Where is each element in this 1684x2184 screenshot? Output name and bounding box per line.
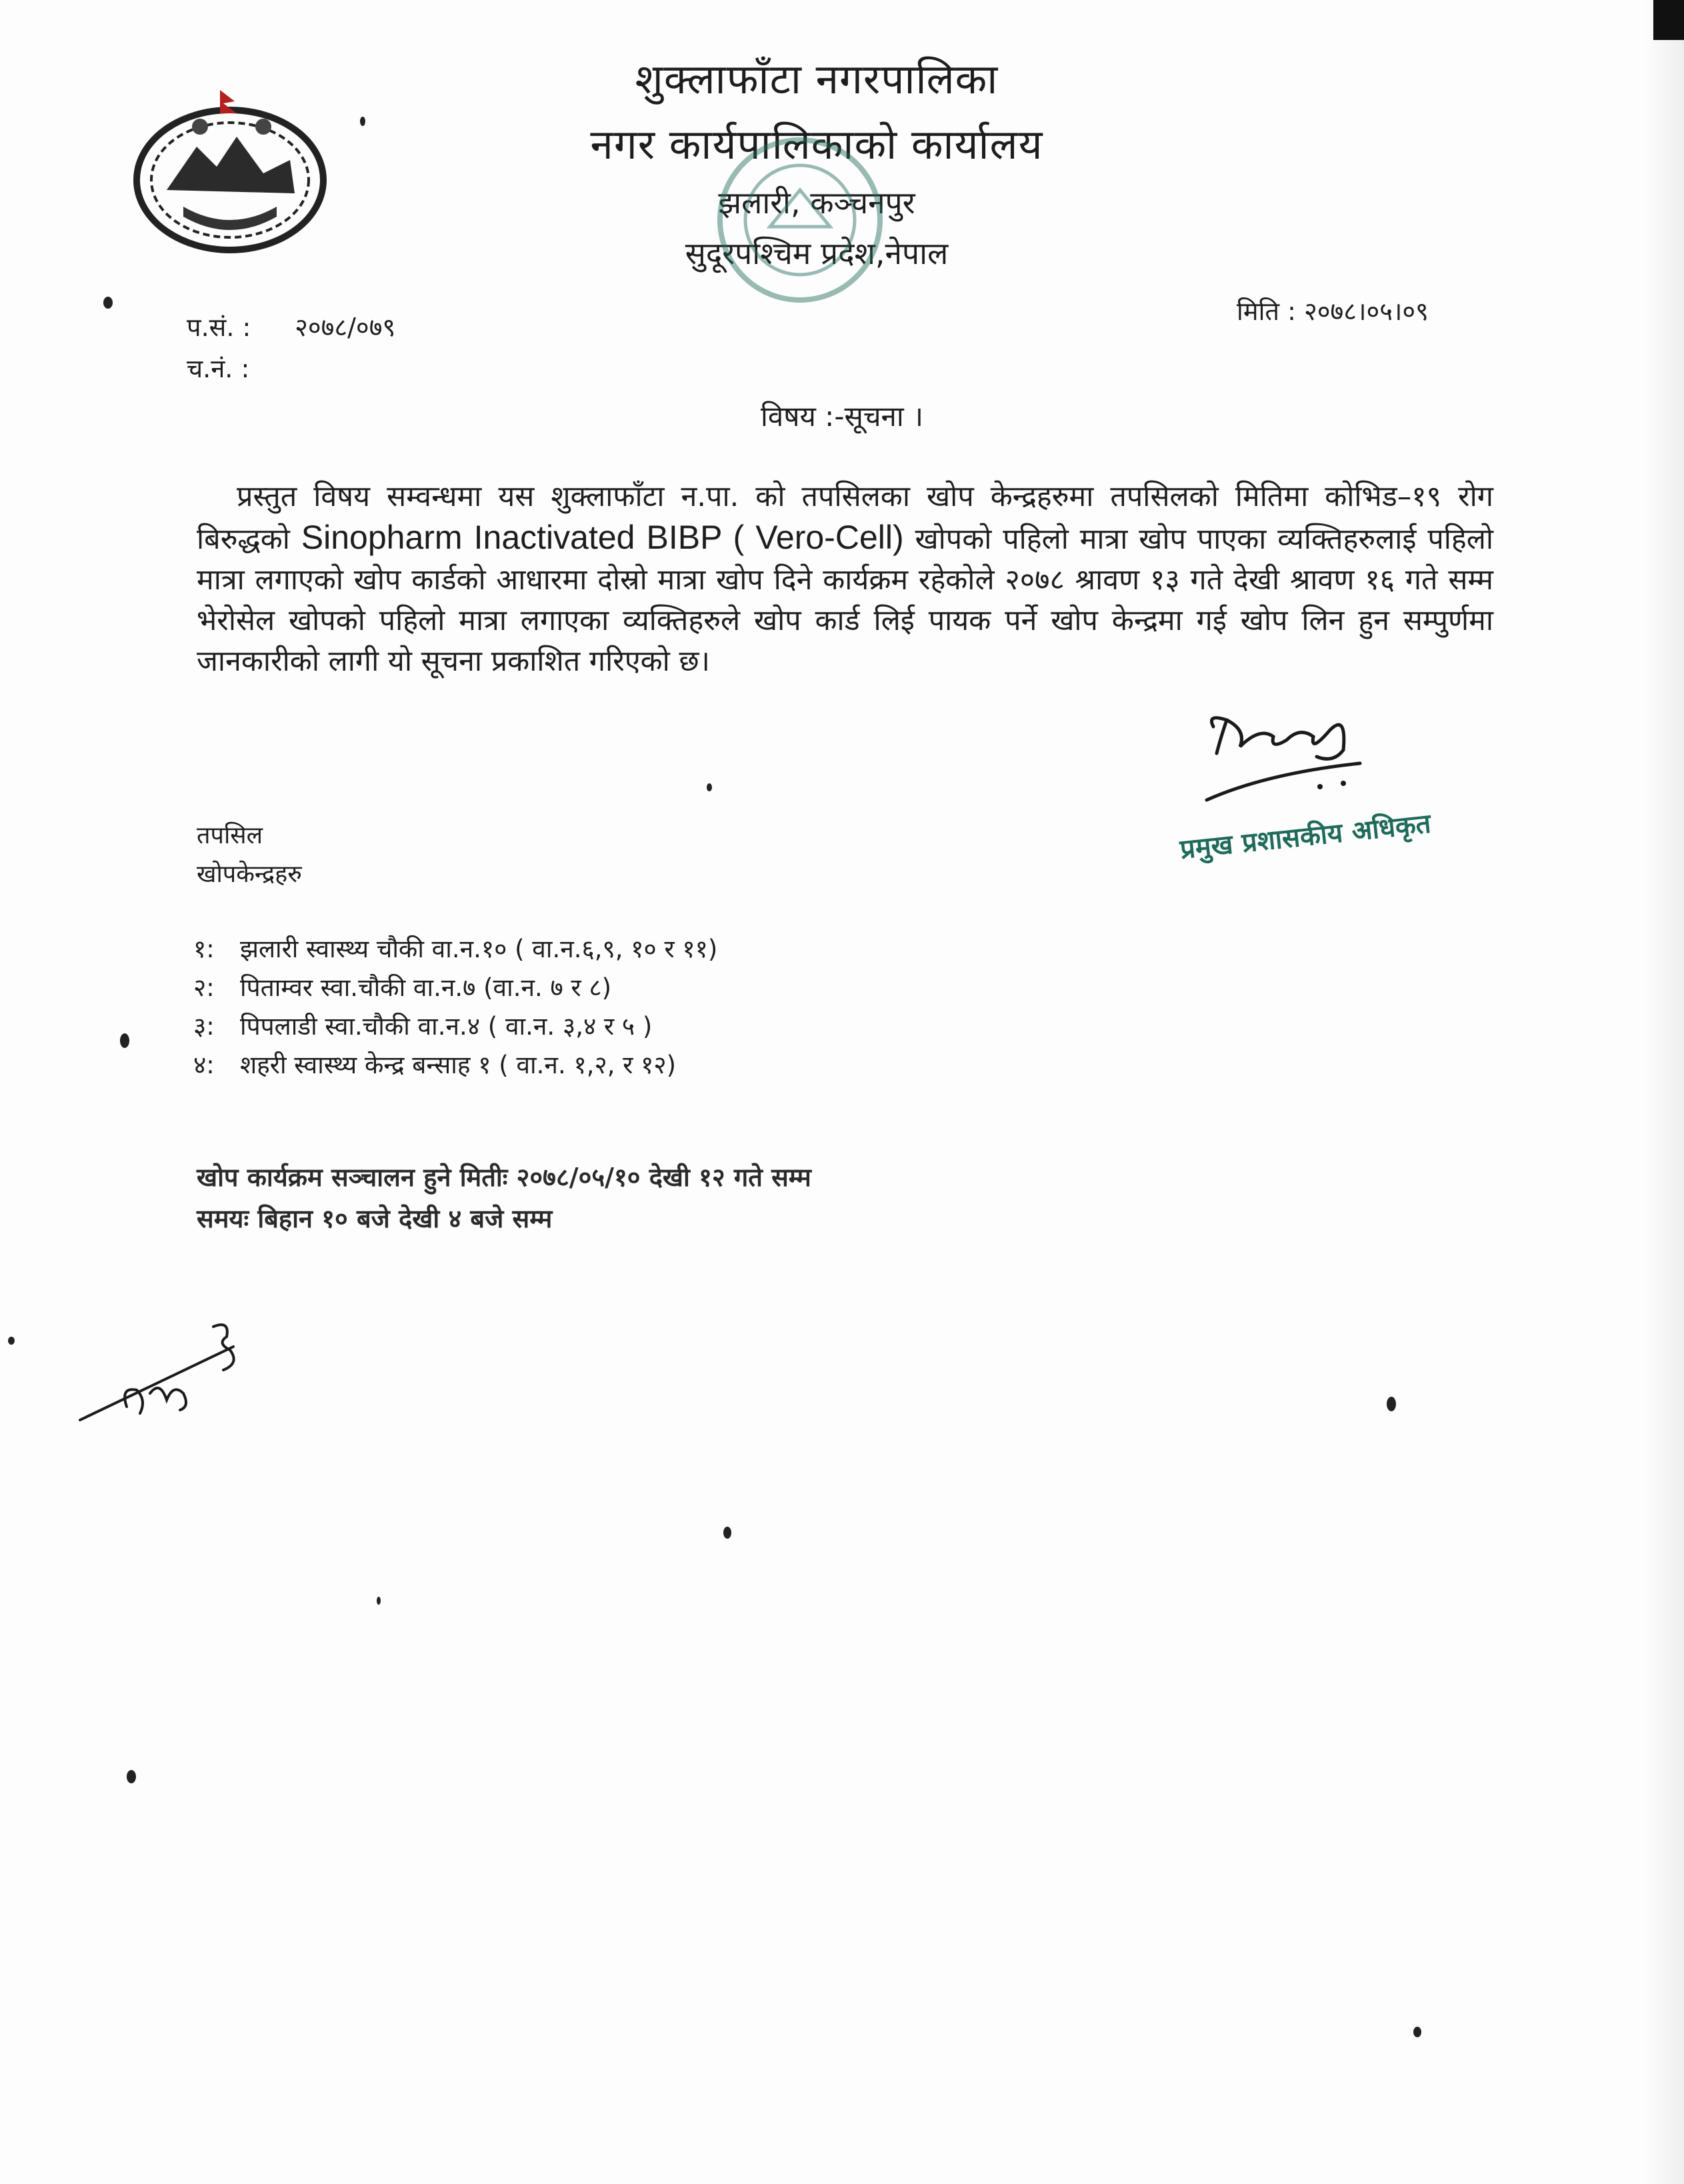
scan-speck: [8, 1337, 15, 1345]
vaccination-centers-list: [193, 930, 717, 1085]
scan-speck: [723, 1527, 731, 1539]
letter-date: मिति : २०७८।०५।०९: [1237, 297, 1429, 326]
subject-line: विषय :-सूचना ।: [760, 400, 924, 433]
list-item-text: पिपलाडी स्वा.चौकी वा.न.४ ( वा.न. ३,४ र ५ ): [240, 1012, 653, 1041]
body-part-2: खोपको पहिलो मात्रा खोप पाएका व्यक्तिहरुलाई पहिलो मात्रा लगाएको खोप कार्डको आधारमा दोस्रो मात्रा खोप दिने कार्यक्रम रहेकोले २०७८ श्रावण १३ गते देखी श्रावण १६ गते सम्म भेरोसेल खोपको पहिलो मात्रा लगाएका व्यक्तिहरुले खोप कार्ड लिई पायक पर्ने खोप केन्द्रमा गई खोप लिन हुन सम्पुर्णमा जानकारीको लागी यो सूचना प्रकाशित गरिएको छ।: [197, 523, 1494, 678]
list-item-number: ३:: [193, 1012, 215, 1041]
schedule-dates: खोप कार्यक्रम सञ्चालन हुने मितीः २०७८/०५/१० देखी १२ गते सम्म: [197, 1163, 811, 1192]
annex-subheading: खोपकेन्द्रहरु: [197, 861, 302, 888]
letter-number: २०७८/०७९: [295, 313, 396, 342]
scan-speck: [377, 1597, 381, 1605]
office-name: नगर कार्यपालिकाको कार्यालय: [590, 120, 1043, 169]
officer-title-stamp: प्रमुख प्रशासकीय अधिकृत: [1178, 808, 1433, 865]
nepal-emblem-icon: [120, 73, 340, 260]
letter-number-row: [187, 307, 395, 348]
dispatch-number-row: [187, 348, 395, 389]
vaccine-name: Sinopharm Inactivated BIBP ( Vero-Cell): [301, 519, 904, 556]
letter-number-label: प.सं. :: [187, 313, 251, 342]
list-item: [193, 969, 717, 1007]
list-item: [193, 930, 717, 969]
scan-speck: [127, 1770, 136, 1783]
annex-heading: तपसिल: [197, 822, 263, 849]
annex-heading-block: [197, 817, 302, 894]
officer-signature: [1200, 700, 1373, 820]
body-part-1: प्रस्तुत विषय सम्वन्धमा यस शुक्लाफाँटा न.पा. को तपसिलका खोप केन्द्रहरुमा तपसिलको मितिमा कोभिड–१९ रोग बिरुद्धको: [197, 480, 1493, 556]
handwritten-initials: [73, 1300, 273, 1447]
scan-speck: [1387, 1397, 1396, 1411]
scan-speck: [120, 1033, 129, 1048]
list-item-text: पिताम्वर स्वा.चौकी वा.न.७ (वा.न. ७ र ८): [240, 973, 612, 1002]
list-item-number: १:: [193, 935, 215, 963]
list-item: [193, 1007, 717, 1046]
dispatch-number-label: च.नं. :: [187, 354, 250, 383]
office-stamp-icon: [707, 127, 893, 313]
office-province: सुदूरपश्चिम प्रदेश,नेपाल: [685, 235, 949, 271]
list-item-number: ४:: [193, 1051, 215, 1079]
list-item: [193, 1046, 717, 1085]
reference-block: [187, 307, 395, 389]
list-item-text: शहरी स्वास्थ्य केन्द्र बन्साह १ ( वा.न. १,२, र १२): [240, 1051, 677, 1079]
scan-speck: [707, 783, 712, 791]
municipality-name: शुक्लाफाँटा नगरपालिका: [635, 55, 999, 103]
scan-speck: [360, 117, 365, 126]
schedule-time: समयः बिहान १० बजे देखी ४ बजे सम्म: [197, 1204, 553, 1233]
scan-speck: [1413, 2027, 1421, 2037]
scan-shadow-edge: [1644, 0, 1684, 2184]
scan-corner-mark: [1653, 0, 1684, 40]
office-address: झलारी, कञ्चनपुर: [718, 185, 915, 221]
list-item-text: झलारी स्वास्थ्य चौकी वा.न.१० ( वा.न.६,९, १० र ११): [240, 935, 718, 963]
list-item-number: २:: [193, 973, 215, 1002]
scan-speck: [103, 297, 113, 309]
schedule-block: [197, 1157, 811, 1239]
notice-body: [197, 477, 1493, 682]
